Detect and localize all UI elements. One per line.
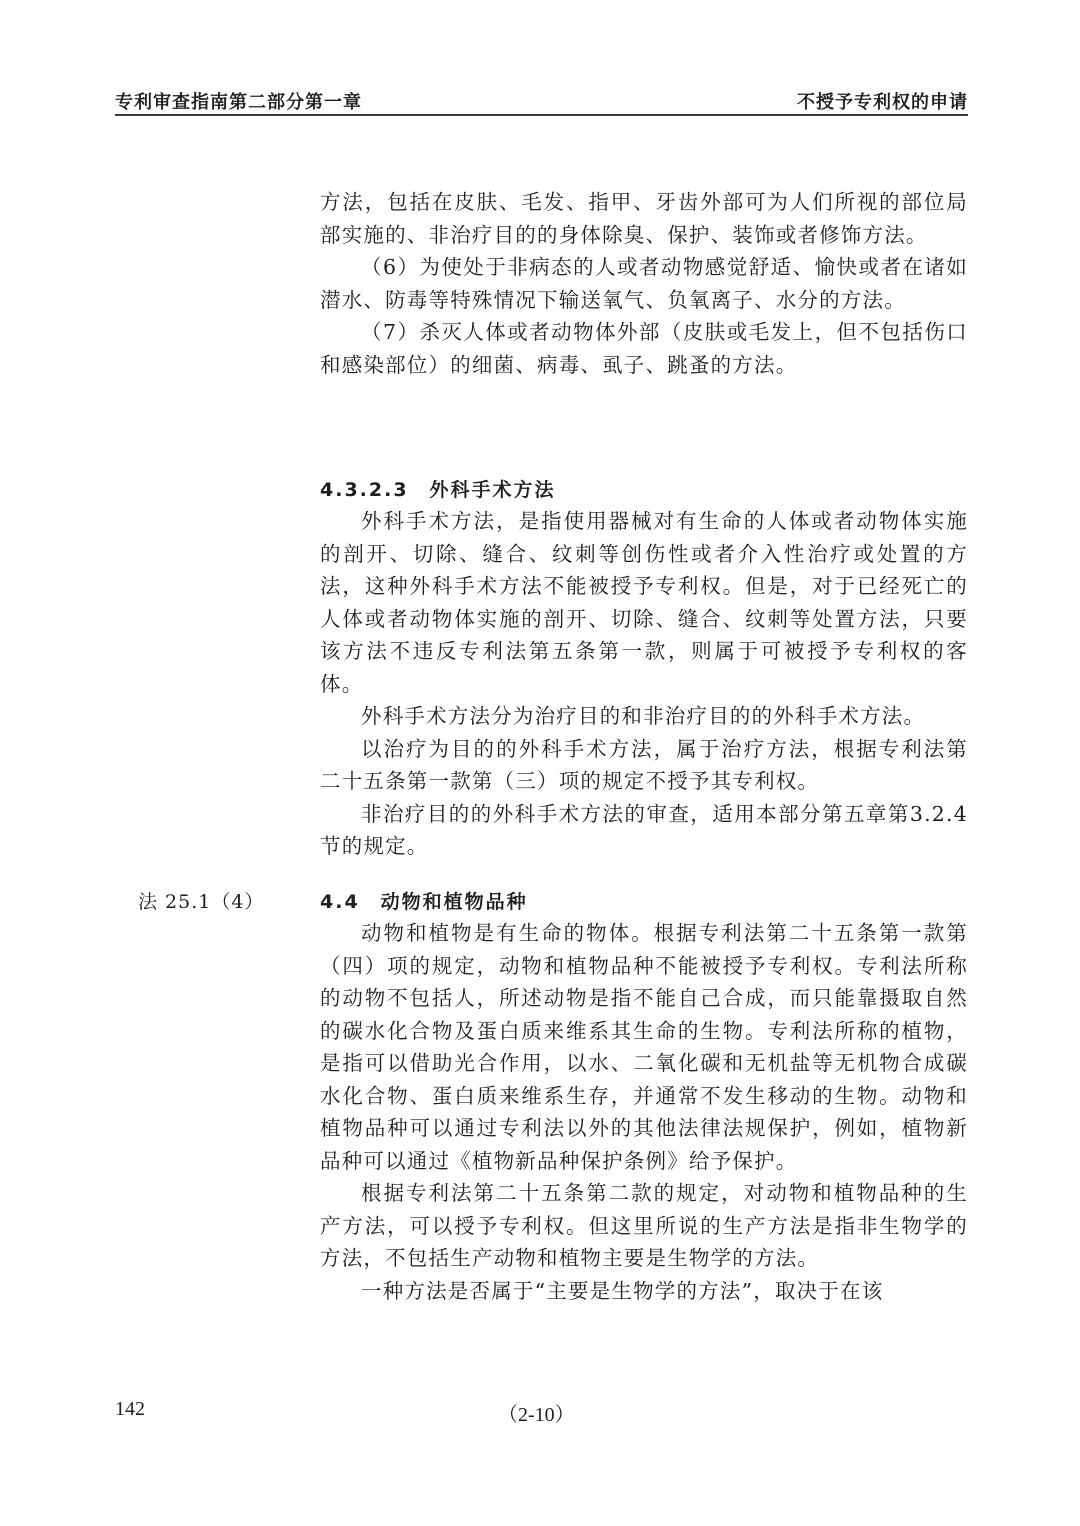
paragraph-continued: 方法，包括在皮肤、毛发、指甲、牙齿外部可为人们所视的部位局部实施的、非治疗目的的身体除臭、保护、装饰或者修饰方法。 — [320, 190, 968, 247]
section-heading-4323: 4.3.2.3 外科手术方法 — [320, 479, 556, 501]
section-code: （2-10） — [498, 1404, 575, 1426]
page-number: 142 — [115, 1398, 145, 1420]
margin-law-reference: 法 25.1（4） — [138, 891, 265, 913]
paragraph: 一种方法是否属于“主要是生物学的方法”，取决于在该 — [361, 1278, 884, 1303]
paragraph: 动物和植物是有生命的物体。根据专利法第二十五条第一款第（四）项的规定，动物和植物品种不能被授予专利权。专利法所称的动物不包括人，所述动物是指不能自己合成，而只能靠摄取自然的碳水化合物及蛋白质来维系其生命的生物。专利法所称的植物，是指可以借助光合作用，以水、二氧化碳和无机盐等无机物合成碳水化合物、蛋白质来维系生存，并通常不发生移动的生物。动物和植物品种可以通过专利法以外的其他法律法规保护，例如，植物新品种可以通过《植物新品种保护条例》给予保护。 — [320, 921, 968, 1173]
paragraph-item-6: （6）为使处于非病态的人或者动物感觉舒适、愉快或者在诸如潜水、防毒等特殊情况下输送氧气、负氧离子、水分的方法。 — [320, 255, 968, 312]
continued-text-block — [320, 186, 968, 381]
paragraph: 外科手术方法，是指使用器械对有生命的人体或者动物体实施的剖开、切除、缝合、纹刺等创伤性或者介入性治疗或处置的方法，这种外科手术方法不能被授予专利权。但是，对于已经死亡的人体或者动物体实施的剖开、切除、缝合、纹刺等处置方法，只要该方法不违反专利法第五条第一款，则属于可被授予专利权的客体。 — [320, 509, 968, 696]
header-chapter-title: 专利审查指南第二部分第一章 — [115, 92, 362, 113]
section-44-body — [320, 917, 968, 1307]
paragraph-item-7: （7）杀灭人体或者动物体外部（皮肤或毛发上，但不包括伤口和感染部位）的细菌、病毒、虱子、跳蚤的方法。 — [320, 320, 968, 377]
running-header — [115, 82, 968, 116]
paragraph: 非治疗目的的外科手术方法的审查，适用本部分第五章第3.2.4 节的规定。 — [320, 801, 968, 858]
paragraph: 外科手术方法分为治疗目的和非治疗目的的外科手术方法。 — [361, 704, 926, 728]
paragraph: 根据专利法第二十五条第二款的规定，对动物和植物品种的生产方法，可以授予专利权。但这里所说的生产方法是指非生物学的方法，不包括生产动物和植物主要是生物学的方法。 — [320, 1181, 968, 1270]
header-section-title: 不授予专利权的申请 — [797, 92, 968, 113]
section-heading-44: 4.4 动物和植物品种 — [320, 891, 528, 913]
section-4323-body — [320, 505, 968, 863]
paragraph: 以治疗为目的的外科手术方法，属于治疗方法，根据专利法第二十五条第一款第（三）项的规定不授予其专利权。 — [320, 736, 968, 793]
